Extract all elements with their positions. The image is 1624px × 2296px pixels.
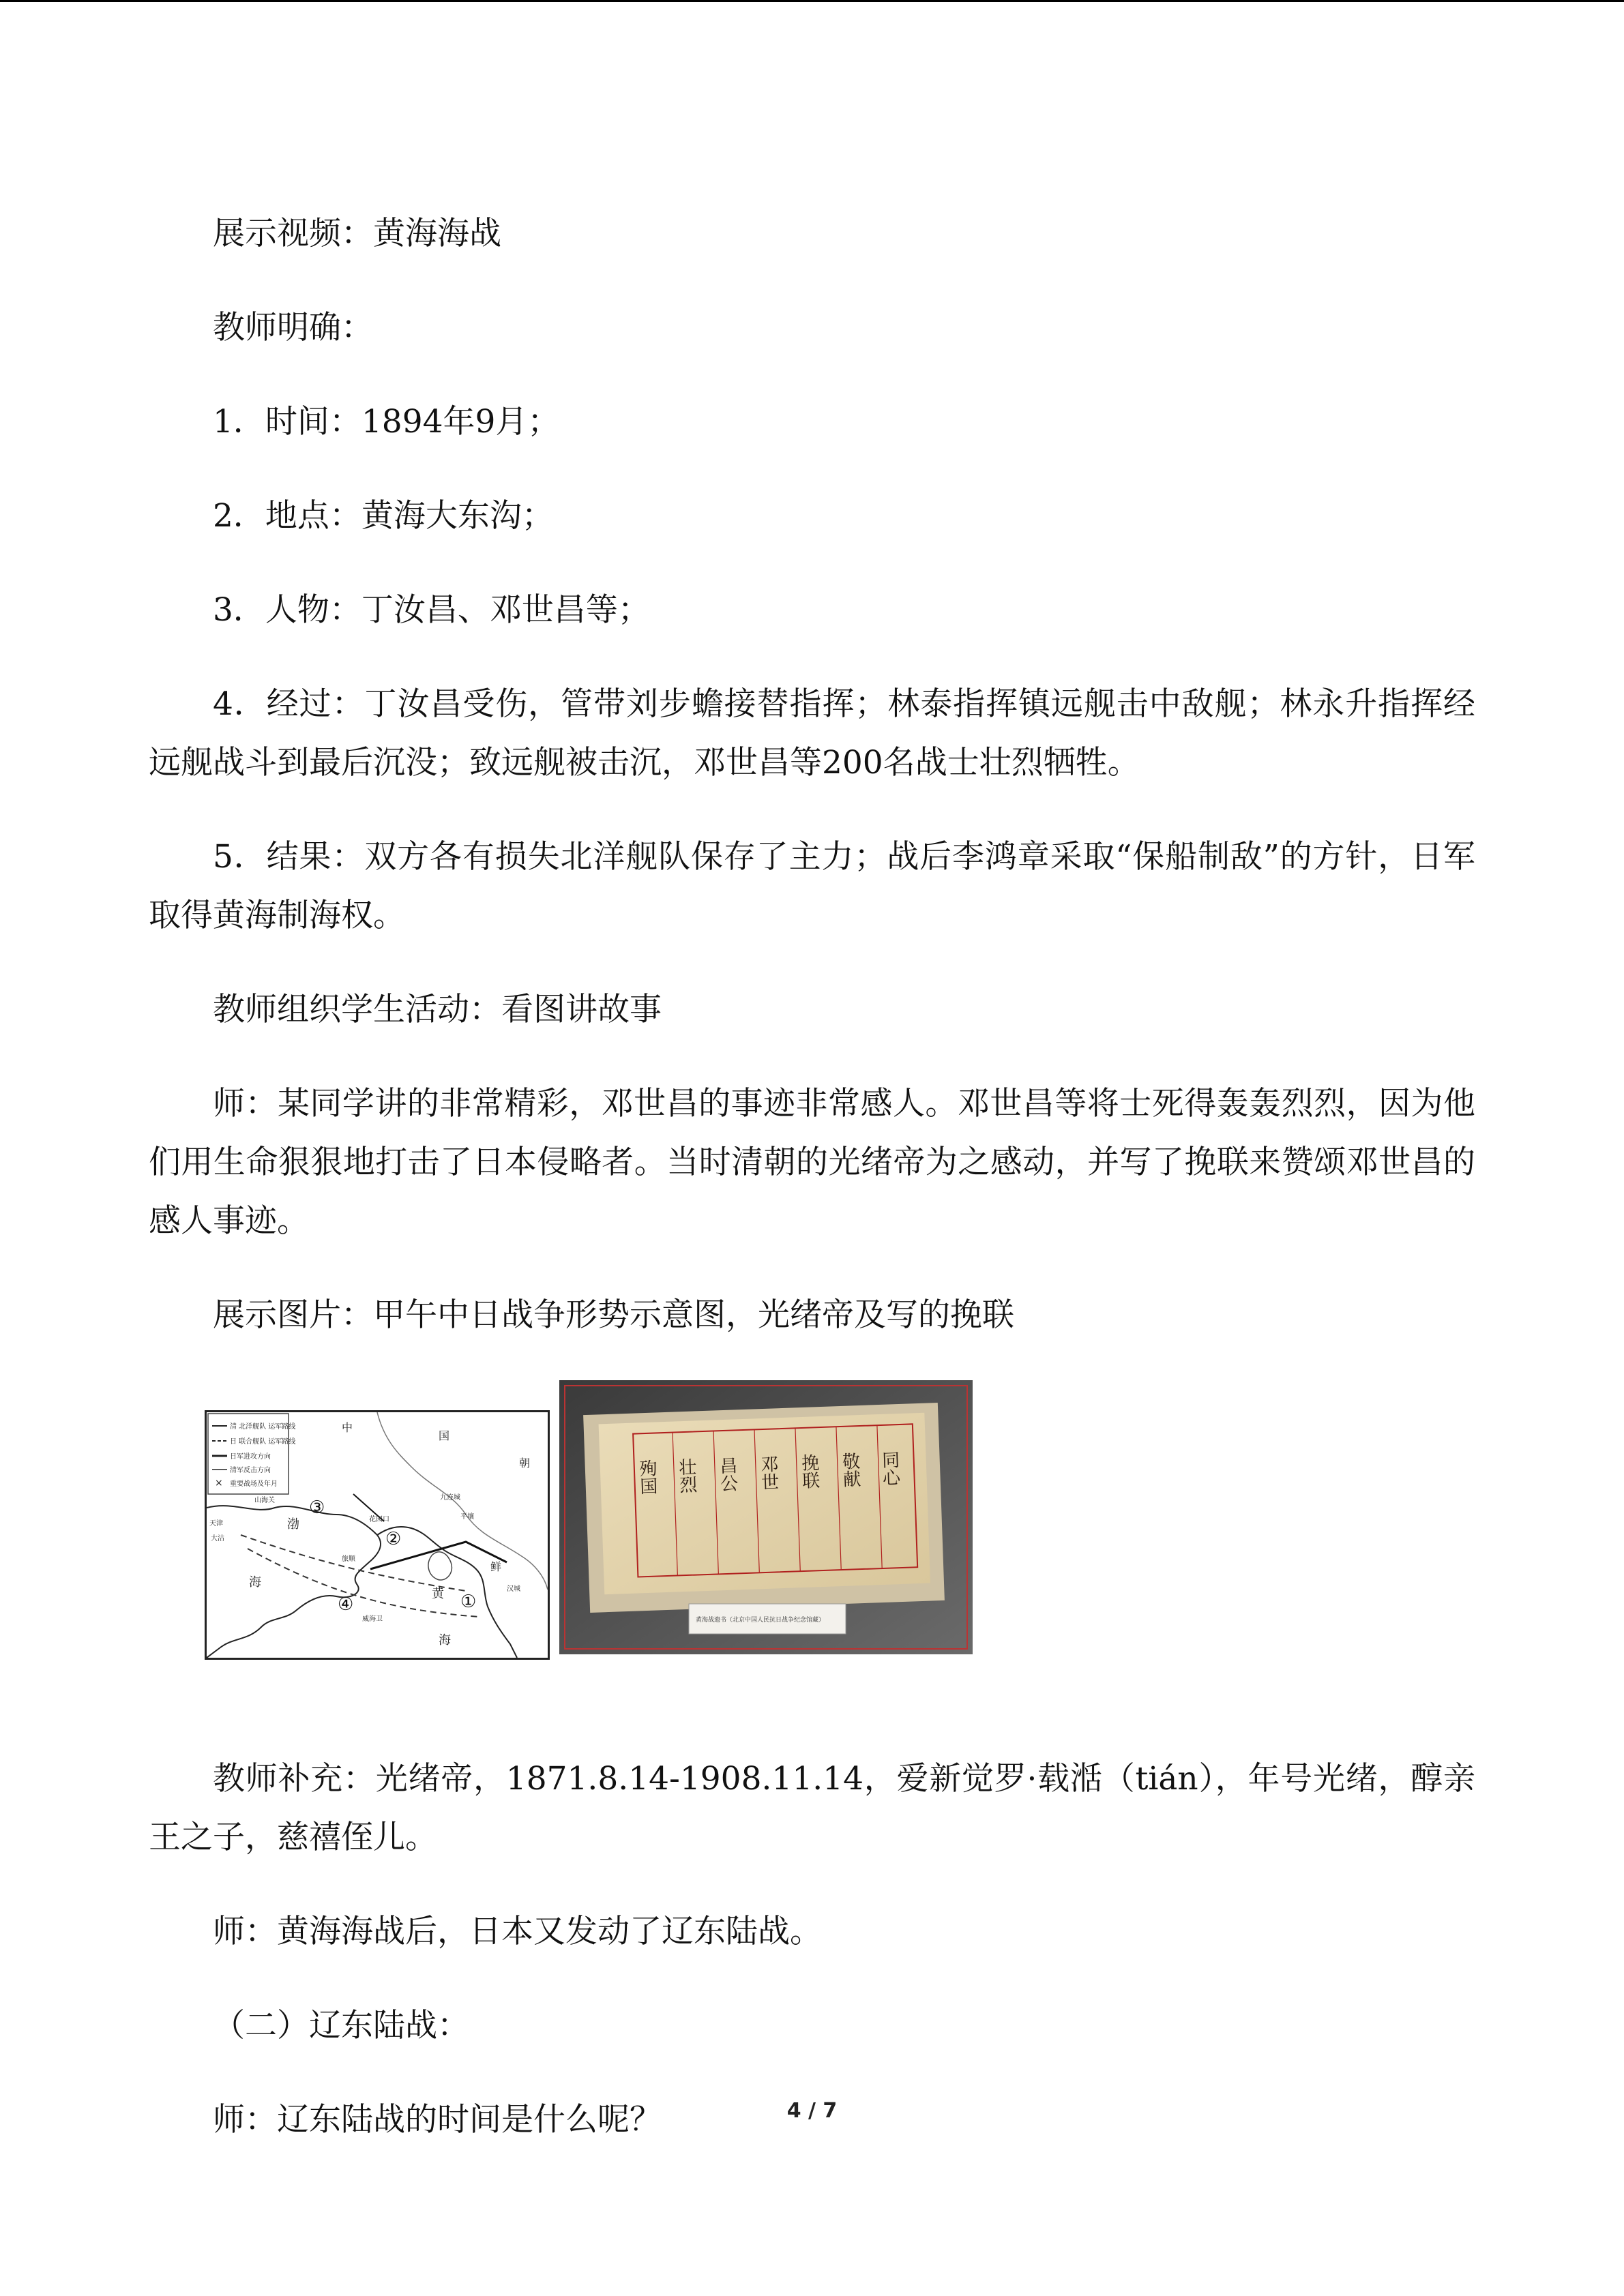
- marker-2: ②: [385, 1529, 402, 1549]
- scroll-col-1: 同心: [879, 1450, 901, 1487]
- label-weihaiwei: 威海卫: [362, 1615, 383, 1623]
- label-china: 中: [342, 1421, 353, 1434]
- paragraph-question: 师：辽东陆战的时间是什么呢？: [213, 2101, 662, 2138]
- label-korea-2: 鲜: [490, 1560, 502, 1573]
- label-tianjin: 天津: [209, 1520, 223, 1527]
- page-number: 4 / 7: [786, 2099, 838, 2123]
- scroll-col-5: 昌公: [716, 1456, 739, 1493]
- paragraph-show-images: 展示图片：甲午中日战争形势示意图，光绪帝及写的挽联: [213, 1296, 1014, 1334]
- peninsula-shape: [428, 1552, 452, 1580]
- route-dashed-2: [248, 1549, 479, 1617]
- marker-3: ③: [309, 1497, 325, 1518]
- document-body: [149, 205, 1475, 2185]
- border-line: [377, 1412, 548, 1590]
- label-yellow: 黄: [432, 1587, 444, 1601]
- label-lushun: 旅顺: [342, 1555, 355, 1563]
- legend-text-1: 清 北洋舰队 运军路线: [230, 1423, 296, 1431]
- paragraph-teacher-clarify: 教师明确：: [213, 309, 373, 346]
- paragraph-process: 4．经过：丁汝昌受伤，管带刘步蟾接替指挥；林泰指挥镇远舰击中敌舰；林永升指挥经远舰战斗到最后沉没；致远舰被击沉，邓世昌等200名战士壮烈牺牲。: [149, 685, 1475, 781]
- paragraph-teacher-remark: 师：某同学讲的非常精彩，邓世昌的事迹非常感人。邓世昌等将士死得轰轰烈烈，因为他们用生命狠狠地打击了日本侵略者。当时清朝的光绪帝为之感动，并写了挽联来赞颂邓世昌的感人事迹。: [149, 1085, 1475, 1240]
- photo-drawing: [559, 1380, 973, 1654]
- label-country: 国: [439, 1429, 450, 1442]
- legend-text-2: 日 联合舰队 运军路线: [230, 1438, 296, 1446]
- legend-text-4: 清军反击方向: [230, 1467, 271, 1474]
- paragraph-teacher-supplement: 教师补充：光绪帝，1871.8.14-1908.11.14，爱新觉罗·载湉（tián），年号光绪，醇亲王之子，慈禧侄儿。: [149, 1760, 1475, 1856]
- label-shanhaiguan: 山海关: [254, 1497, 275, 1504]
- marker-4: ④: [338, 1594, 354, 1615]
- scroll-col-7: 殉国: [636, 1459, 658, 1495]
- elegiac-couplet-photo: [559, 1380, 973, 1654]
- page-top-border: [0, 0, 1624, 2]
- legend-text-3: 日军进攻方向: [230, 1453, 271, 1461]
- marker-1: ①: [460, 1592, 477, 1612]
- label-jiuliancheng: 九连城: [440, 1494, 460, 1502]
- paragraph-time: 1．时间：1894年9月；: [213, 403, 560, 441]
- paragraph-liaodong-intro: 师：黄海海战后，日本又发动了辽东陆战。: [213, 1913, 822, 1950]
- label-sea2: 海: [439, 1633, 451, 1648]
- photo-paper: [599, 1413, 930, 1595]
- label-dagu: 大沽: [211, 1535, 224, 1542]
- paragraph-show-video: 展示视频：黄海海战: [213, 215, 501, 252]
- paragraph-people: 3．人物：丁汝昌、邓世昌等；: [213, 591, 650, 629]
- paragraph-activity: 教师组织学生活动：看图讲故事: [213, 991, 662, 1028]
- legend-text-5: 重要战场及年月: [230, 1480, 278, 1488]
- label-pyongyang: 平壤: [460, 1513, 474, 1521]
- scroll-col-6: 壮烈: [675, 1457, 698, 1494]
- scroll-col-4: 邓世: [757, 1455, 780, 1491]
- scroll-col-2: 敬献: [839, 1452, 861, 1489]
- paragraph-place: 2．地点：黄海大东沟；: [213, 497, 554, 535]
- label-sea: 海: [249, 1575, 261, 1590]
- map-drawing: [207, 1412, 548, 1658]
- scroll-col-3: 挽联: [798, 1453, 821, 1490]
- label-hanseong: 汉城: [507, 1585, 520, 1593]
- label-huayuankou: 花园口: [369, 1516, 389, 1523]
- label-korea-1: 朝: [519, 1457, 531, 1470]
- figures-row: [149, 1380, 1475, 1701]
- photo-caption: 黄海战遗书（北京中国人民抗日战争纪念馆藏）: [696, 1617, 825, 1624]
- paragraph-result: 5．结果：双方各有损失北洋舰队保存了主力；战后李鸿章采取“保船制敌”的方针，日军取得黄海制海权。: [149, 838, 1475, 934]
- legend-symbol-battle: ×: [215, 1478, 223, 1489]
- war-situation-map: [205, 1410, 550, 1660]
- section-heading-liaodong: （二）辽东陆战：: [213, 2007, 469, 2044]
- route-dashed-1: [241, 1535, 466, 1591]
- label-bohai: 渤: [287, 1517, 299, 1532]
